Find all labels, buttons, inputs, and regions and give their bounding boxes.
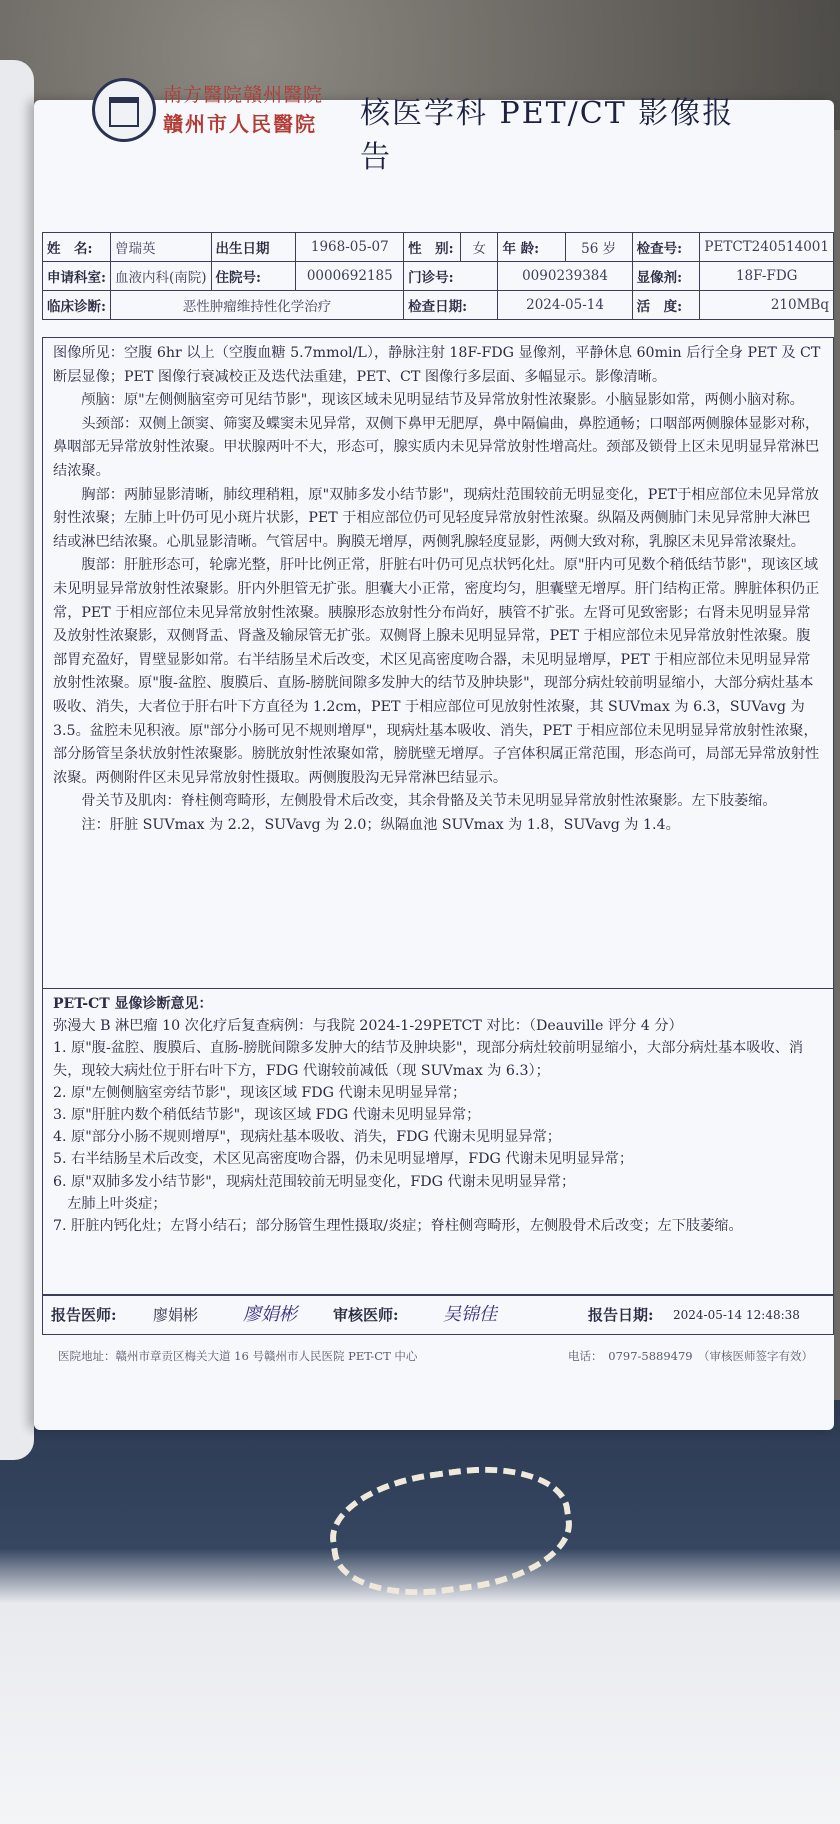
findings-section (42, 337, 834, 989)
patient-name: 曾瑞英 (110, 233, 211, 262)
clinical-diagnosis: 恶性肿瘤维持性化学治疗 (110, 291, 403, 320)
diagnosis-section (42, 989, 834, 1295)
reviewer-signature: 吴锦佳 (443, 1304, 497, 1325)
diagnosis-item: 7. 肝脏内钙化灶；左肾小结石；部分肠管生理性摄取/炎症；脊柱侧弯畸形，左侧股骨术后改变；左下肢萎缩。 (53, 1218, 743, 1235)
exam-date-label: 检查日期: (404, 291, 498, 320)
diagnosis-summary: 弥漫大 B 淋巴瘤 10 次化疗后复查病例：与我院 2024-1-29PETCT 对比：（Deauville 评分 4 分） (53, 1018, 683, 1035)
sex-label: 性 别: (404, 233, 461, 262)
reporter-name: 廖娟彬 (153, 1306, 199, 1324)
outpatient-label: 门诊号: (404, 262, 498, 291)
findings-note: 注：肝脏 SUVmax 为 2.2，SUVavg 为 2.0；纵隔血池 SUVmax 为 1.8，SUVavg 为 1.4。 (81, 816, 680, 833)
outpatient-no: 0090239384 (498, 262, 632, 291)
report-date: 2024-05-14 12:48:38 (673, 1308, 800, 1322)
findings-head-neck: 头颈部：双侧上颌窦、筛窦及蝶窦未见异常，双侧下鼻甲无肥厚，鼻中隔偏曲，鼻腔通畅；口咽部两侧腺体显影对称，鼻咽部无异常放射性浓聚。甲状腺两叶不大，形态可，腺实质内未见异常放射性增高灶。颈部及锁骨上区未见明显异常淋巴结浓聚。 (53, 415, 820, 479)
diagnosis-label: 临床诊断: (43, 291, 111, 320)
signature-row (42, 1295, 834, 1335)
hospital-name-line1: 南方醫院贛州醫院 (163, 84, 324, 106)
diagnosis-item: 5. 右半结肠呈术后改变，术区见高密度吻合器，仍未见明显增厚，FDG 代谢未见明显异常； (53, 1151, 634, 1168)
dept: 血液内科(南院) (110, 262, 211, 291)
findings-brain: 颅脑：原"左侧侧脑室旁可见结节影"，现该区域未见明显结节及异常放射性浓聚影。小脑显影如常，两侧小脑对称。 (81, 392, 804, 409)
diagnosis-item: 4. 原"部分小肠不规则增厚"，现病灶基本吸收、消失，FDG 代谢未见明显异常； (53, 1129, 561, 1146)
patient-sex: 女 (460, 233, 498, 262)
diagnosis-item: 3. 原"肝脏内数个稍低结节影"，现该区域 FDG 代谢未见明显异常； (53, 1107, 481, 1124)
activity-label: 活 度: (632, 291, 700, 320)
findings-intro: 图像所见：空腹 6hr 以上（空腹血糖 5.7mmol/L），静脉注射 18F-FDG 显像剂，平静休息 60min 后行全身 PET 及 CT 断层显像；PET 图像行衰减校正及迭代法重建，PET、CT 图像行多层面、多幅显示。影像清晰。 (53, 345, 821, 385)
findings-bone: 骨关节及肌肉：脊柱侧弯畸形，左侧股骨术后改变，其余骨骼及关节未见明显异常放射性浓聚影。左下肢萎缩。 (81, 793, 777, 810)
report-title: 核医学科 PET/CT 影像报告 (360, 96, 735, 175)
hospital-name-line2: 贛州市人民醫院 (163, 112, 317, 136)
info-row-1 (43, 233, 834, 262)
diagnosis-item: 2. 原"左侧侧脑室旁结节影"，现该区域 FDG 代谢未见明显异常； (53, 1084, 467, 1101)
previous-page-edge (0, 60, 34, 1460)
activity: 210MBq (700, 291, 834, 320)
diagnosis-item: 左肺上叶炎症； (53, 1195, 167, 1212)
patient-info-table (42, 232, 834, 320)
hospital-phone: 电话： 0797-5889479 (568, 1349, 693, 1363)
report-date-label: 报告日期: (588, 1306, 654, 1324)
reviewer-label: 审核医师: (333, 1306, 399, 1324)
hospital-address: 医院地址：赣州市章贡区梅关大道 16 号赣州市人民医院 PET-CT 中心 (58, 1349, 418, 1363)
dob-label: 出生日期 (211, 233, 296, 262)
diagnosis-title: PET-CT 显像诊断意见： (53, 996, 213, 1012)
findings-chest: 胸部：两肺显影清晰，肺纹理稍粗，原"双肺多发小结节影"，现病灶范围较前无明显变化，PET于相应部位未见异常放射性浓聚；左肺上叶仍可见小斑片状影，PET 于相应部位仍可见轻度异常放射性浓聚。纵隔及两侧肺门未见异常肿大淋巴结或淋巴结浓聚。心肌显影清晰。气管居中。胸膜无增厚，两侧乳腺轻度显影，两侧大致对称，乳腺区未见异常浓聚灶。 (53, 486, 819, 550)
info-row-2 (43, 262, 834, 291)
exam-no: PETCT240514001 (700, 233, 834, 262)
hospital-logo-icon (92, 78, 156, 142)
diagnosis-item: 6. 原"双肺多发小结节影"，现病灶范围较前无明显变化，FDG 代谢未见明显异常； (53, 1173, 576, 1190)
inpatient-no: 0000692185 (296, 262, 404, 291)
exam-date: 2024-05-14 (498, 291, 632, 320)
name-label: 姓 名: (43, 233, 111, 262)
reporter-signature: 廖娟彬 (243, 1304, 297, 1325)
findings-abdomen: 腹部：肝脏形态可，轮廓光整，肝叶比例正常，肝脏右叶仍可见点状钙化灶。原"肝内可见数个稍低结节影"，现该区域未见明显异常放射性浓聚影。肝内外胆管无扩张。胆囊大小正常，密度均匀，胆囊壁无增厚。肝门结构正常。脾脏体积仍正常，PET 于相应部位未见异常放射性浓聚。胰腺形态放射性分布尚好，胰管不扩张。左肾可见致密影；右肾未见明显异常及放射性浓聚影，双侧肾盂、肾盏及输尿管无扩张。双侧肾上腺未见明显异常，PET 于相应部位未见异常放射性浓聚。腹部胃充盈好，胃壁显影如常。右半结肠呈术后改变，术区见高密度吻合器，未见明显增厚，PET 于相应部位未见明显异常放射性浓聚。原"腹-盆腔、腹膜后、直肠-膀胱间隙多发肿大的结节及肿块影"，现部分病灶较前明显缩小，大部分病灶基本吸收、消失，大者位于肝右叶下方直径为 1.2cm，PET 于相应部位可见放射性浓聚，其 SUVmax 为 6.3，SUVavg 为 3.5。盆腔未见积液。原"部分小肠可见不规则增厚"，现病灶基本吸收、消失，PET 于相应部位未见明显异常放射性浓聚，部分肠管呈条状放射性浓聚影。膀胱放射性浓聚如常，膀胱壁无增厚。子宫体积属正常范围，形态尚可，局部无异常放射性浓聚。两侧附件区未见异常放射性摄取。两侧腹股沟无异常淋巴结显示。 (53, 557, 820, 786)
reporter-label: 报告医师: (51, 1306, 117, 1324)
patient-dob: 1968-05-07 (296, 233, 404, 262)
signature-note: （审核医师签字有效） (698, 1349, 813, 1363)
inpatient-label: 住院号: (211, 262, 296, 291)
diagnosis-item: 1. 原"腹-盆腔、腹膜后、直肠-膀胱间隙多发肿大的结节及肿块影"，现部分病灶较前明显缩小，大部分病灶基本吸收、消失，现较大病灶位于肝右叶下方，FDG 代谢较前减低（现 SUVmax 为 6.3）； (53, 1040, 804, 1079)
tracer-label: 显像剂: (632, 262, 700, 291)
exam-no-label: 检查号: (632, 233, 700, 262)
info-row-3 (43, 291, 834, 320)
report-header (60, 60, 760, 175)
background-fabric (0, 1400, 840, 1824)
report-footer (58, 1348, 828, 1364)
patient-age: 56 岁 (565, 233, 632, 262)
dept-label: 申请科室: (43, 262, 111, 291)
tracer: 18F-FDG (700, 262, 834, 291)
age-label: 年 龄: (498, 233, 565, 262)
